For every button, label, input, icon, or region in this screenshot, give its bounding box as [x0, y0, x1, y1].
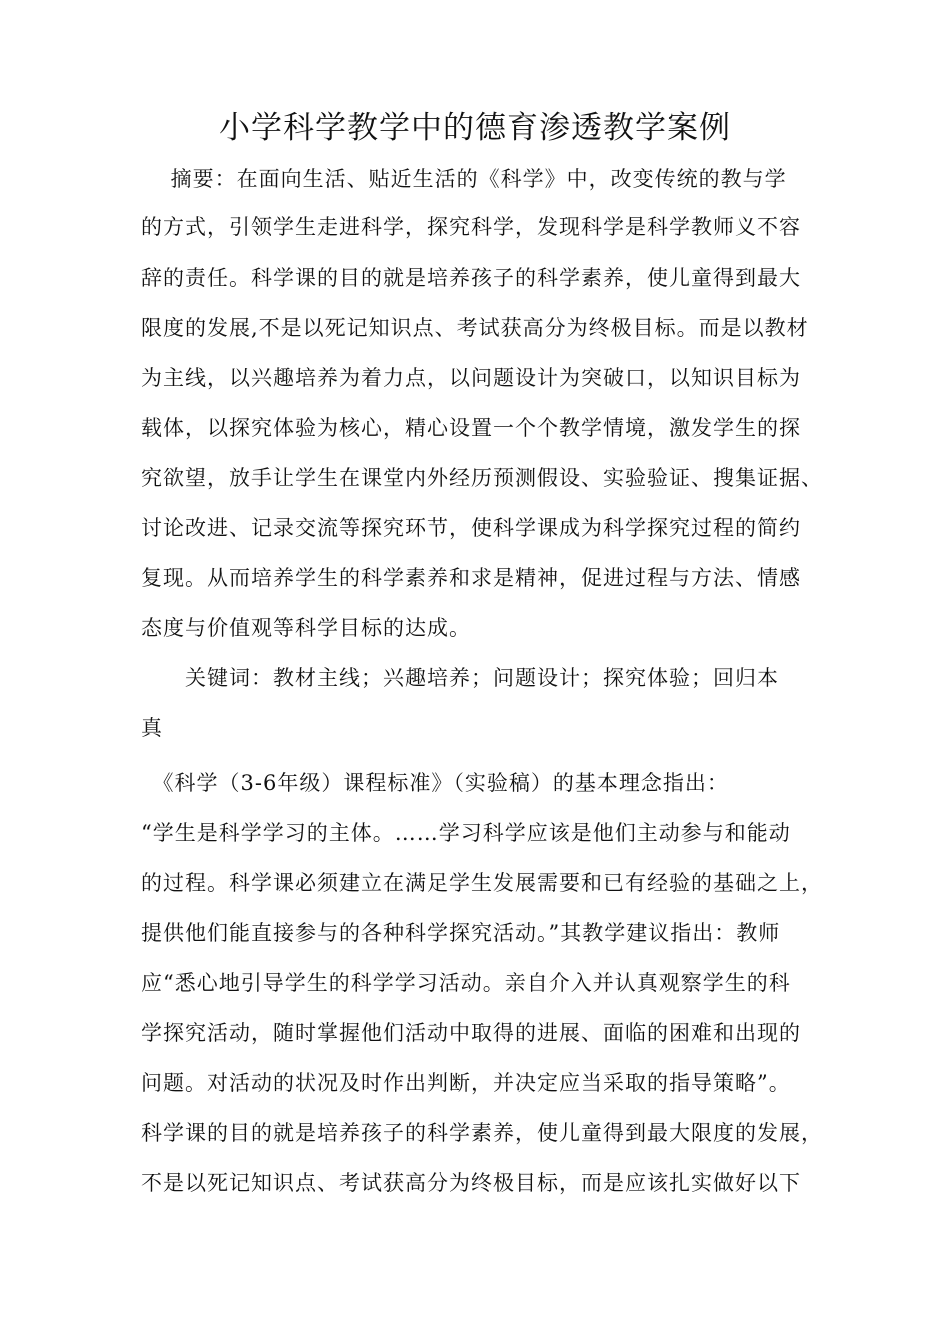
body-line: 讨论改进、记录交流等探究环节，使科学课成为科学探究过程的简约 — [141, 516, 801, 540]
body-line: 问题。对活动的状况及时作出判断，并决定应当采取的指导策略”。 — [141, 1071, 791, 1095]
body-line: 科学课的目的就是培养孩子的科学素养，使儿童得到最大限度的发展， — [141, 1121, 823, 1145]
body-line: 摘要：在面向生活、贴近生活的《科学》中，改变传统的教与学 — [141, 167, 787, 191]
body-line: 学探究活动，随时掌握他们活动中取得的进展、面临的困难和出现的 — [141, 1021, 801, 1045]
body-line: 的过程。科学课必须建立在满足学生发展需要和已有经验的基础之上， — [141, 871, 823, 895]
body-line: 复现。从而培养学生的科学素养和求是精神，促进过程与方法、情感 — [141, 566, 801, 590]
body-line: 应“悉心地引导学生的科学学习活动。亲自介入并认真观察学生的科 — [141, 971, 791, 995]
body-line: “学生是科学学习的主体。……学习科学应该是他们主动参与和能动 — [141, 821, 791, 845]
keywords-line: 真 — [141, 716, 163, 740]
keywords-line: 关键词：教材主线；兴趣培养；问题设计；探究体验；回归本 — [141, 666, 779, 690]
body-line: 限度的发展,不是以死记知识点、考试获高分为终极目标。而是以教材 — [141, 316, 809, 340]
body-line: 辞的责任。科学课的目的就是培养孩子的科学素养，使儿童得到最大 — [141, 266, 801, 290]
body-line: 载体，以探究体验为核心，精心设置一个个教学情境，激发学生的探 — [141, 416, 801, 440]
body-line: 《科学（3-6年级）课程标准》（实验稿）的基本理念指出： — [141, 771, 729, 795]
body-line: 提供他们能直接参与的各种科学探究活动。”其教学建议指出：教师 — [141, 921, 781, 945]
document-title: 小学科学教学中的德育渗透教学案例 — [219, 110, 731, 146]
body-line: 不是以死记知识点、考试获高分为终极目标，而是应该扎实做好以下 — [141, 1171, 801, 1195]
body-line: 究欲望，放手让学生在课堂内外经历预测假设、实验验证、搜集证据、 — [141, 466, 823, 490]
body-line: 态度与价值观等科学目标的达成。 — [141, 616, 471, 640]
body-line: 的方式，引领学生走进科学，探究科学，发现科学是科学教师义不容 — [141, 215, 801, 239]
body-line: 为主线，以兴趣培养为着力点，以问题设计为突破口，以知识目标为 — [141, 366, 801, 390]
